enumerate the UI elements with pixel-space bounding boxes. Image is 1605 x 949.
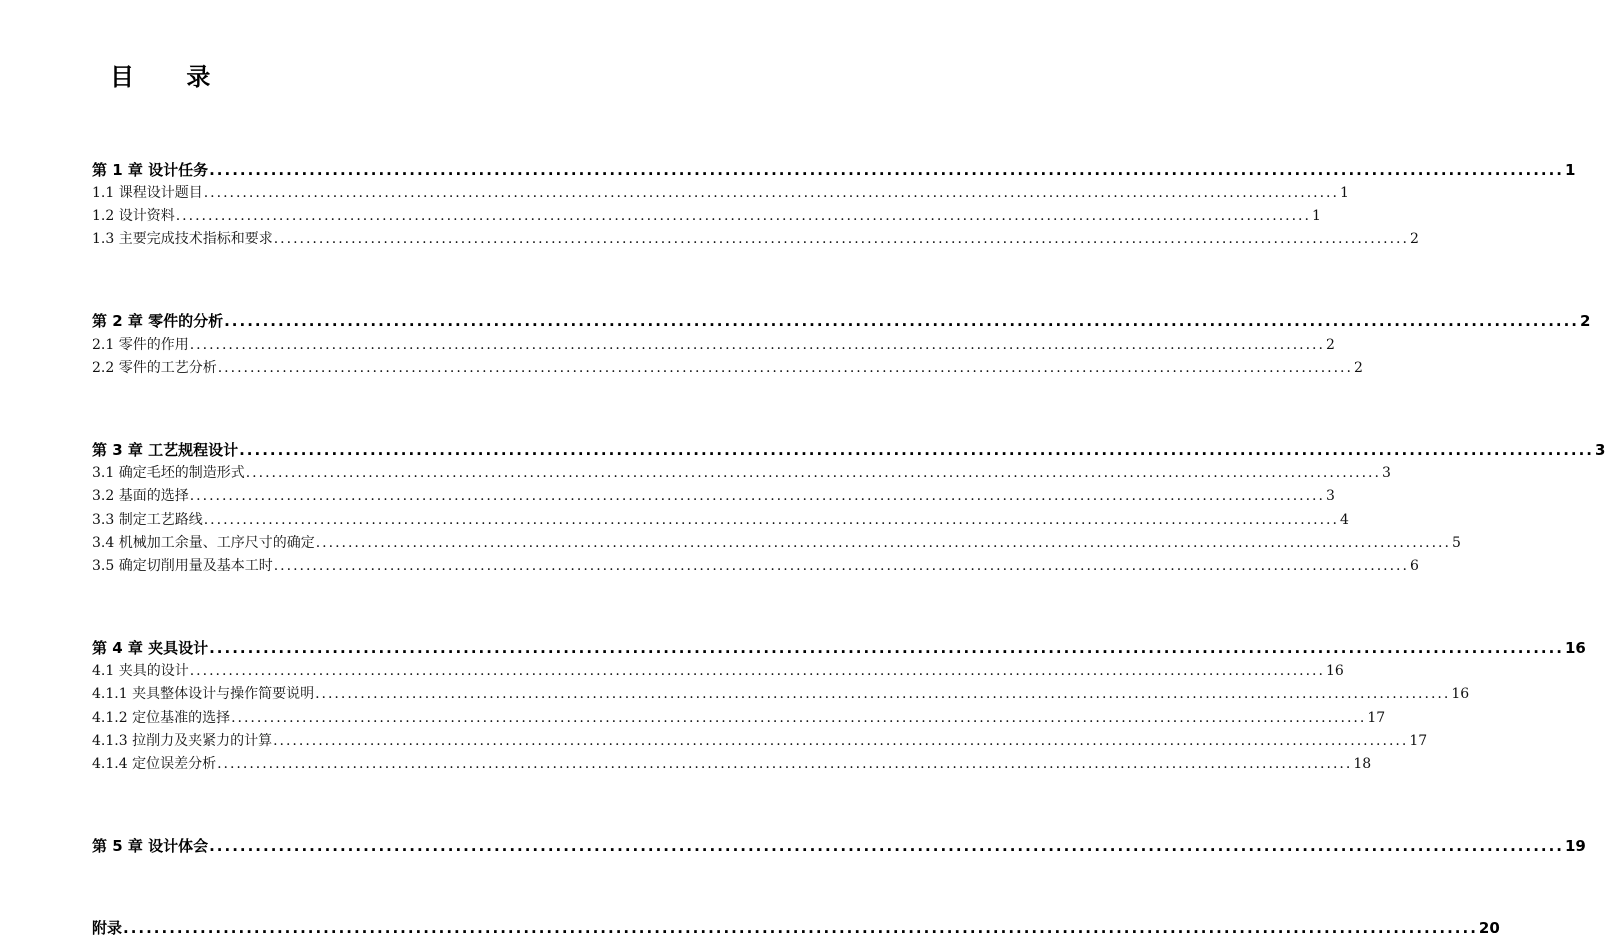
- toc-leader: ................................................................................................................................................................................: [315, 686, 1451, 702]
- toc-entry-label: 4.1.3 拉削力及夹紧力的计算: [92, 733, 273, 749]
- toc-page-number: 20: [1478, 919, 1500, 937]
- toc-page-number: 16: [1451, 686, 1470, 702]
- toc-page-number: 3: [1325, 488, 1335, 504]
- page-title: 目 录: [110, 63, 233, 91]
- toc-leader: ................................................................................................................................................................................: [189, 663, 1325, 679]
- toc-leader: ................................................................................................................................................................................: [273, 733, 1409, 749]
- toc-page-number: 18: [1353, 756, 1372, 772]
- toc-entry[interactable]: [92, 206, 1321, 226]
- toc-page-number: 2: [1353, 360, 1363, 376]
- toc-entry-label: 第 2 章 零件的分析: [92, 312, 224, 330]
- toc-leader: ................................................................................................................................................................................: [209, 161, 1564, 179]
- toc-entry[interactable]: [92, 731, 1428, 751]
- toc-leader: ................................................................................................................................................................................: [217, 360, 1353, 376]
- toc-leader: ................................................................................................................................................................................: [273, 558, 1409, 574]
- toc-leader: ................................................................................................................................................................................: [224, 312, 1579, 330]
- toc-entry-label: 3.2 基面的选择: [92, 488, 189, 504]
- toc-entry[interactable]: [92, 160, 1576, 180]
- toc-entry-label: 3.5 确定切削用量及基本工时: [92, 558, 273, 574]
- toc-leader: ................................................................................................................................................................................: [203, 512, 1339, 528]
- toc-entry-label: 4.1 夹具的设计: [92, 663, 189, 679]
- toc-leader: ................................................................................................................................................................................: [245, 465, 1381, 481]
- toc-leader: ................................................................................................................................................................................: [239, 441, 1594, 459]
- toc-entry[interactable]: [92, 638, 1586, 658]
- toc-entry[interactable]: [92, 335, 1335, 355]
- toc-entry-label: 第 1 章 设计任务: [92, 161, 209, 179]
- toc-entry[interactable]: [92, 440, 1605, 460]
- toc-leader: ................................................................................................................................................................................: [209, 639, 1564, 657]
- toc-entry-label: 第 5 章 设计体会: [92, 837, 209, 855]
- toc-leader: ................................................................................................................................................................................: [217, 756, 1353, 772]
- toc-entry-label: 2.2 零件的工艺分析: [92, 360, 217, 376]
- toc-entry-label: 3.1 确定毛坯的制造形式: [92, 465, 245, 481]
- toc-leader: ................................................................................................................................................................................: [123, 919, 1478, 937]
- toc-entry-label: 1.2 设计资料: [92, 208, 175, 224]
- toc-page-number: 2: [1325, 337, 1335, 353]
- toc-entry-label: 4.1.4 定位误差分析: [92, 756, 217, 772]
- table-of-contents: [92, 0, 1605, 949]
- toc-entry[interactable]: [92, 311, 1591, 331]
- toc-entry[interactable]: [92, 510, 1349, 530]
- toc-entry[interactable]: [92, 918, 1500, 938]
- toc-entry-label: 4.1.2 定位基准的选择: [92, 710, 231, 726]
- toc-entry[interactable]: [92, 463, 1391, 483]
- toc-entry-label: 3.4 机械加工余量、工序尺寸的确定: [92, 535, 315, 551]
- toc-leader: ................................................................................................................................................................................: [273, 231, 1409, 247]
- toc-entry[interactable]: [92, 533, 1461, 553]
- toc-entry-label: 3.3 制定工艺路线: [92, 512, 203, 528]
- toc-leader: ................................................................................................................................................................................: [189, 337, 1325, 353]
- toc-entry-label: 1.3 主要完成技术指标和要求: [92, 231, 273, 247]
- toc-page-number: 2: [1409, 231, 1419, 247]
- toc-entry-label: 第 3 章 工艺规程设计: [92, 441, 239, 459]
- toc-entry[interactable]: [92, 754, 1372, 774]
- toc-entry-label: 2.1 零件的作用: [92, 337, 189, 353]
- toc-entry[interactable]: [92, 229, 1419, 249]
- toc-page-number: 1: [1339, 185, 1349, 201]
- toc-page-number: 3: [1381, 465, 1391, 481]
- toc-page-number: 16: [1325, 663, 1344, 679]
- toc-leader: ................................................................................................................................................................................: [175, 208, 1311, 224]
- toc-entry[interactable]: [92, 708, 1386, 728]
- toc-entry-label: 第 4 章 夹具设计: [92, 639, 209, 657]
- toc-entry[interactable]: [92, 358, 1363, 378]
- toc-page-number: 17: [1367, 710, 1386, 726]
- toc-page-number: 2: [1580, 312, 1591, 330]
- toc-leader: ................................................................................................................................................................................: [231, 710, 1367, 726]
- toc-page-number: 17: [1409, 733, 1428, 749]
- toc-page-number: 1: [1565, 161, 1576, 179]
- toc-entry[interactable]: [92, 661, 1344, 681]
- toc-entry-label: 4.1.1 夹具整体设计与操作简要说明: [92, 686, 315, 702]
- toc-leader: ................................................................................................................................................................................: [209, 837, 1564, 855]
- toc-entry[interactable]: [92, 556, 1419, 576]
- toc-page-number: 19: [1565, 837, 1586, 855]
- toc-page-number: 1: [1311, 208, 1321, 224]
- toc-entry-label: 附录: [92, 919, 123, 937]
- toc-page-number: 3: [1595, 441, 1605, 459]
- toc-page-number: 6: [1409, 558, 1419, 574]
- toc-entry[interactable]: [92, 836, 1586, 856]
- toc-leader: ................................................................................................................................................................................: [189, 488, 1325, 504]
- toc-leader: ................................................................................................................................................................................: [203, 185, 1339, 201]
- toc-entry-label: 1.1 课程设计题目: [92, 185, 203, 201]
- toc-page-number: 16: [1565, 639, 1586, 657]
- toc-entry[interactable]: [92, 486, 1335, 506]
- toc-leader: ................................................................................................................................................................................: [315, 535, 1451, 551]
- toc-page-number: 4: [1339, 512, 1349, 528]
- toc-page-number: 5: [1451, 535, 1461, 551]
- toc-entry[interactable]: [92, 183, 1349, 203]
- toc-entry[interactable]: [92, 684, 1470, 704]
